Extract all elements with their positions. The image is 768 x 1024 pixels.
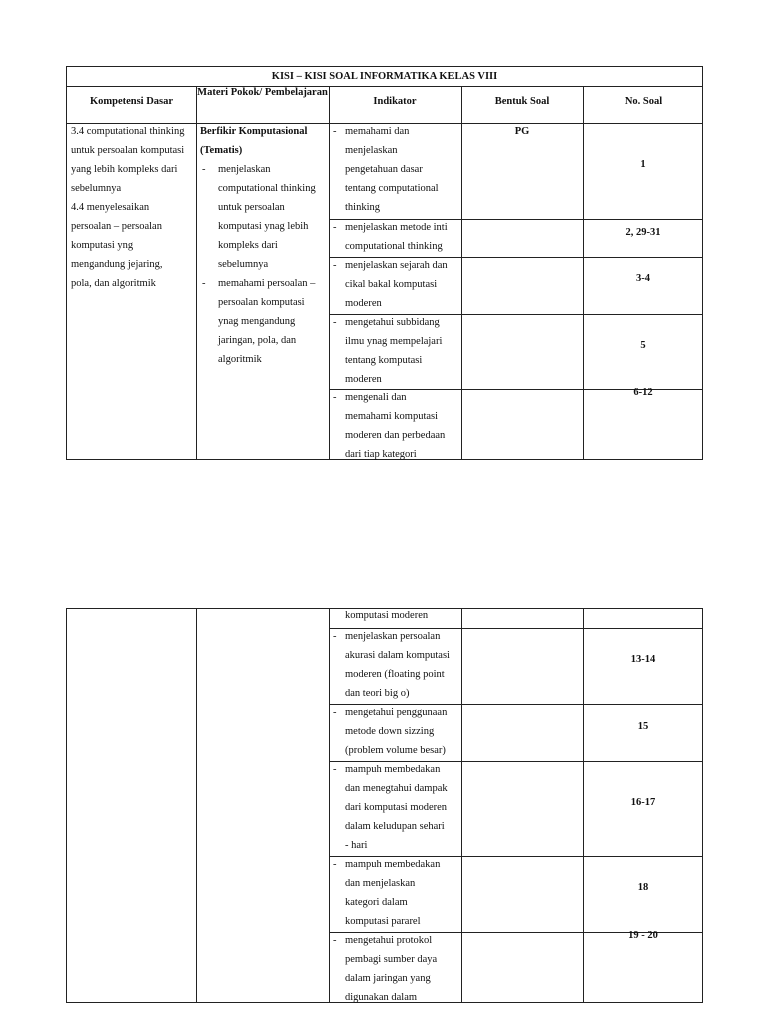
text-line: (problem volume besar) bbox=[345, 745, 446, 756]
kisi-table-part-1 bbox=[66, 66, 703, 460]
indikator-row-1 bbox=[345, 122, 460, 217]
text-line: dan teori big o) bbox=[345, 688, 410, 699]
text-line: moderen bbox=[345, 374, 382, 385]
text-line: dari tiap kategori bbox=[345, 449, 417, 460]
no-soal-row-6: 13-14 bbox=[630, 654, 656, 665]
text-line: dalam jaringan yang bbox=[345, 973, 431, 984]
text-line: mampuh membedakan bbox=[345, 764, 441, 775]
bullet: - bbox=[333, 707, 337, 718]
indikator-row-3 bbox=[345, 256, 460, 313]
text-line: kompleks dari bbox=[218, 240, 278, 251]
text-line: akurasi dalam komputasi bbox=[345, 650, 450, 661]
indikator-row-6 bbox=[345, 627, 460, 703]
bullet: - bbox=[333, 631, 337, 642]
text-line: persoalan komputasi bbox=[218, 297, 305, 308]
text-line: komputasi pararel bbox=[345, 916, 421, 927]
divider bbox=[329, 609, 330, 1002]
text-line: (Tematis) bbox=[200, 145, 243, 156]
indikator-row-5 bbox=[345, 388, 460, 464]
indikator-row-9 bbox=[345, 855, 460, 931]
text-line: menjelaskan bbox=[218, 164, 271, 175]
text-line: computational thinking bbox=[218, 183, 316, 194]
indikator-row-8 bbox=[345, 760, 460, 855]
text-line: 4.4 menyelesaikan bbox=[71, 202, 150, 213]
text-line: moderen (floating point bbox=[345, 669, 445, 680]
divider bbox=[196, 609, 197, 1002]
text-line: menjelaskan bbox=[345, 145, 398, 156]
header-no-soal: No. Soal bbox=[624, 96, 663, 107]
table-title: KISI – KISI SOAL INFORMATIKA KELAS VIII bbox=[271, 71, 498, 82]
materi-item-2 bbox=[218, 274, 328, 369]
bullet: - bbox=[333, 764, 337, 775]
no-soal-row-4: 5 bbox=[640, 340, 646, 351]
divider bbox=[461, 609, 462, 1002]
bullet: - bbox=[333, 392, 337, 403]
indikator-row-2 bbox=[345, 218, 460, 256]
text-line: sebelumnya bbox=[71, 183, 122, 194]
header-bentuk-soal: Bentuk Soal bbox=[494, 96, 550, 107]
indikator-row-7 bbox=[345, 703, 460, 760]
bullet: - bbox=[202, 278, 206, 289]
header-kompetensi-dasar: Kompetensi Dasar bbox=[89, 96, 174, 107]
no-soal-row-5: 6-12 bbox=[633, 387, 653, 398]
text-line: yang lebih kompleks dari bbox=[71, 164, 178, 175]
divider bbox=[67, 86, 702, 87]
text-line: pengetahuan dasar bbox=[345, 164, 423, 175]
text-line: digunakan dalam bbox=[345, 992, 418, 1003]
text-line: untuk persoalan bbox=[218, 202, 285, 213]
text-line: menjelaskan persoalan bbox=[345, 631, 441, 642]
bentuk-soal-value: PG bbox=[514, 126, 530, 137]
text-line: algoritmik bbox=[218, 354, 262, 365]
text-line: mengetahui subbidang bbox=[345, 317, 440, 328]
text-line: computational thinking bbox=[345, 241, 443, 252]
text-line: tentang komputasi bbox=[345, 355, 423, 366]
indikator-continued: komputasi moderen bbox=[345, 610, 429, 621]
bullet: - bbox=[202, 164, 206, 175]
no-soal-row-10: 19 - 20 bbox=[628, 930, 658, 941]
text-line: pola, dan algoritmik bbox=[71, 278, 156, 289]
text-line: menjelaskan metode inti bbox=[345, 222, 448, 233]
no-soal-row-8: 16-17 bbox=[630, 797, 656, 808]
text-line: sebelumnya bbox=[218, 259, 269, 270]
indikator-row-4 bbox=[345, 313, 460, 389]
text-line: Berfikir Komputasional bbox=[200, 126, 308, 137]
bullet: - bbox=[333, 222, 337, 233]
text-line: ynag mengandung bbox=[218, 316, 296, 327]
text-line: mengandung jejaring, bbox=[71, 259, 163, 270]
text-line: dari komputasi moderen bbox=[345, 802, 448, 813]
materi-heading bbox=[200, 122, 328, 160]
bullet: - bbox=[333, 859, 337, 870]
text-line: thinking bbox=[345, 202, 381, 213]
indikator-row-10 bbox=[345, 931, 460, 1007]
text-line: - hari bbox=[345, 840, 368, 851]
materi-item-1 bbox=[218, 160, 328, 274]
text-line: komputasi ynag lebih bbox=[218, 221, 309, 232]
header-materi-pokok: Materi Pokok/ Pembelajaran bbox=[197, 87, 328, 98]
text-line: menjelaskan sejarah dan bbox=[345, 260, 448, 271]
kompetensi-dasar-text bbox=[71, 122, 195, 293]
divider bbox=[196, 86, 197, 459]
bullet: - bbox=[333, 260, 337, 271]
kisi-table-part-2 bbox=[66, 608, 703, 1003]
bullet: - bbox=[333, 126, 337, 137]
text-line: ilmu ynag mempelajari bbox=[345, 336, 443, 347]
text-line: persoalan – persoalan bbox=[71, 221, 162, 232]
no-soal-row-7: 15 bbox=[637, 721, 649, 732]
bullet: - bbox=[333, 317, 337, 328]
text-line: mengenali dan bbox=[345, 392, 407, 403]
text-line: dan menjelaskan bbox=[345, 878, 416, 889]
divider bbox=[461, 86, 462, 459]
text-line: memahami dan bbox=[345, 126, 410, 137]
text-line: memahami persoalan – bbox=[218, 278, 316, 289]
text-line: memahami komputasi bbox=[345, 411, 439, 422]
divider bbox=[329, 86, 330, 459]
text-line: cikal bakal komputasi bbox=[345, 279, 438, 290]
text-line: metode down sizzing bbox=[345, 726, 435, 737]
text-line: komputasi yng bbox=[71, 240, 134, 251]
text-line: moderen dan perbedaan bbox=[345, 430, 446, 441]
header-indikator: Indikator bbox=[373, 96, 417, 107]
text-line: mengetahui protokol bbox=[345, 935, 433, 946]
text-line: dalam keludupan sehari bbox=[345, 821, 445, 832]
text-line: mengetahui penggunaan bbox=[345, 707, 448, 718]
text-line: tentang computational bbox=[345, 183, 439, 194]
bullet: - bbox=[333, 935, 337, 946]
text-line: kategori dalam bbox=[345, 897, 408, 908]
text-line: dan menegtahui dampak bbox=[345, 783, 448, 794]
text-line: jaringan, pola, dan bbox=[218, 335, 297, 346]
text-line: 3.4 computational thinking bbox=[71, 126, 185, 137]
no-soal-row-9: 18 bbox=[637, 882, 649, 893]
no-soal-row-1: 1 bbox=[640, 159, 646, 170]
no-soal-row-3: 3-4 bbox=[636, 273, 650, 284]
no-soal-row-2: 2, 29-31 bbox=[625, 227, 661, 238]
text-line: untuk persoalan komputasi bbox=[71, 145, 185, 156]
text-line: pembagi sumber daya bbox=[345, 954, 438, 965]
text-line: moderen bbox=[345, 298, 382, 309]
text-line: mampuh membedakan bbox=[345, 859, 441, 870]
